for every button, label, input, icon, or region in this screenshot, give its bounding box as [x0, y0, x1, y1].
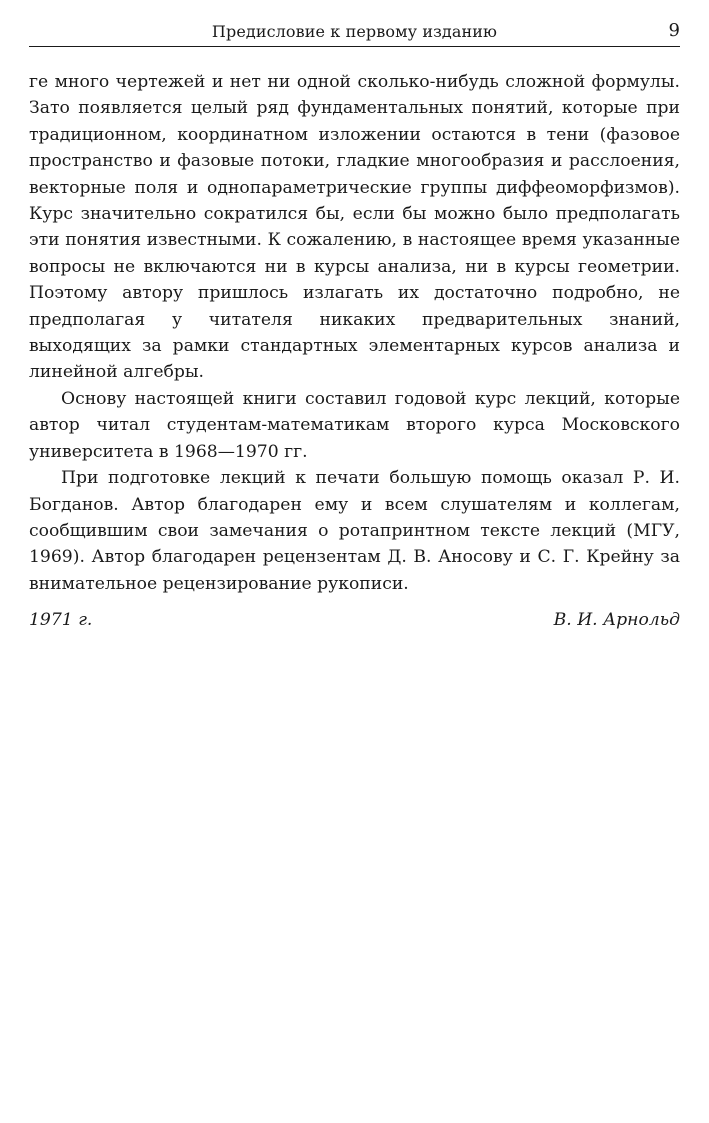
signature-date: 1971 г.	[29, 610, 93, 631]
paragraph-continuation: ге много чертежей и нет ни одной сколько-нибудь сложной формулы. Зато появляется целый ряд фундаментальных понятий, которые при традиционном, координатном изложении остаются в тени (фазовое пространство и фазовые потоки, гладкие многообразия и расслоения, векторные поля и однопараметрические группы диффеоморфизмов). Курс значительно сократился бы, если бы можно было предполагать эти понятия известными. К сожалению, в настоящее время указанные вопросы не включаются ни в курсы анализа, ни в курсы геометрии. Поэтому автору пришлось излагать их достаточно подробно, не предполагая у читателя никаких предварительных знаний, выходящих за рамки стандартных элементарных курсов анализа и линейной алгебры.	[29, 72, 680, 383]
signature-line	[29, 610, 680, 636]
paragraph-acknowledgements: При подготовке лекций к печати большую помощь оказал Р. И. Богданов. Автор благодарен ему и всем слушателям и коллегам, сообщившим свои замечания о ротапринтном тексте лекций (МГУ, 1969). Автор благодарен рецензентам Д. В. Аносову и С. Г. Крейну за внимательное рецензирование рукописи.	[29, 468, 680, 594]
book-page	[29, 0, 680, 636]
running-title: Предисловие к первому изданию	[211, 22, 498, 41]
page-number: 9	[668, 20, 680, 41]
paragraph-course-basis: Основу настоящей книги составил годовой курс лекций, которые автор читал студентам-математикам второго курса Московского университета в 1968—1970 гг.	[29, 388, 680, 462]
running-head	[29, 0, 680, 47]
signature-author: В. И. Арнольд	[553, 610, 680, 631]
body-text	[29, 69, 680, 597]
